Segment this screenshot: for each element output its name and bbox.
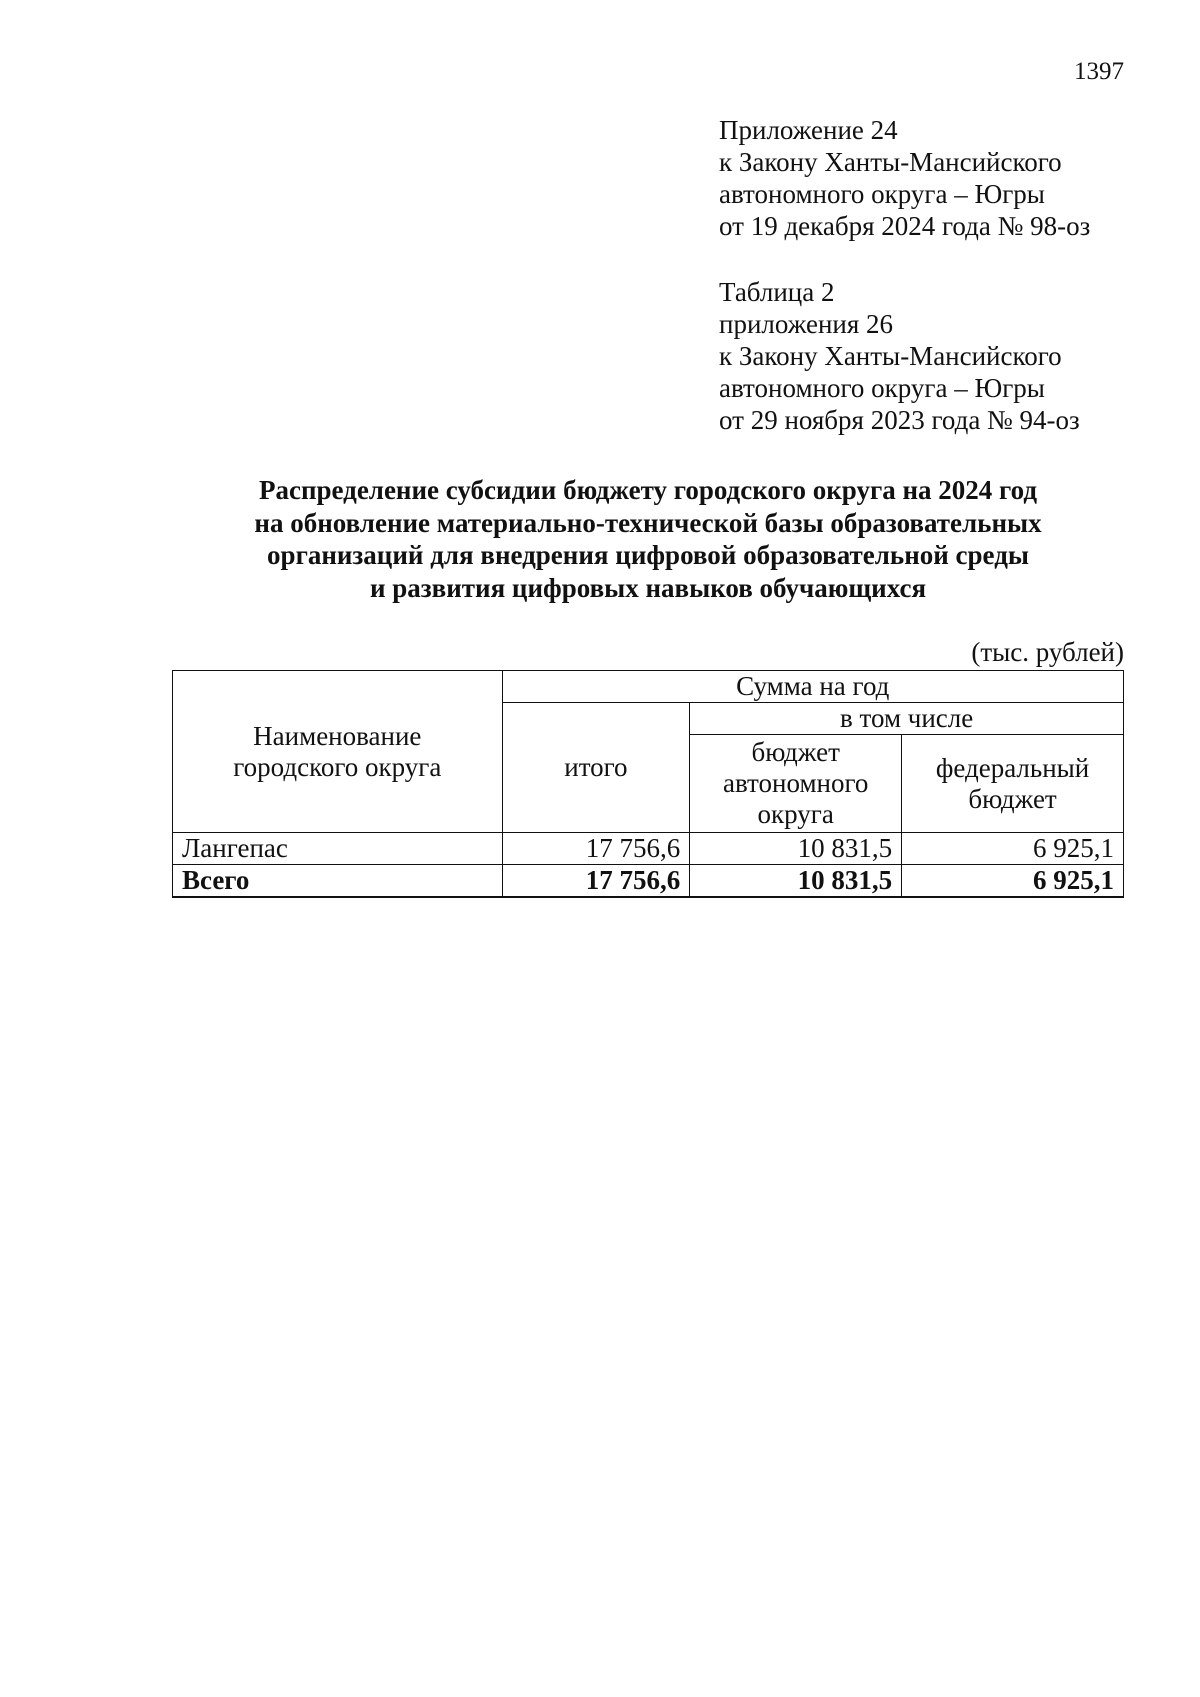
- title-line: Распределение субсидии бюджету городского округа на 2024 год: [258, 475, 1037, 505]
- header-name: Наименование городского округа: [173, 671, 503, 833]
- total-federal: 6 925,1: [902, 865, 1124, 898]
- header-regional: бюджет автономного округа: [690, 735, 902, 833]
- header-row: [173, 671, 1124, 703]
- header-including: в том числе: [690, 703, 1124, 735]
- attachment-line: автономного округа – Югры: [719, 179, 1045, 209]
- table-reference: [719, 276, 1159, 436]
- attachment-reference: [719, 114, 1159, 242]
- table-reference-line: автономного округа – Югры: [719, 373, 1045, 403]
- title-line: организаций для внедрения цифровой образовательной среды: [267, 540, 1029, 570]
- document-title: [172, 474, 1124, 604]
- header-federal: федеральный бюджет: [902, 735, 1124, 833]
- table-reference-line: к Закону Ханты-Мансийского: [719, 341, 1062, 371]
- total-regional: 10 831,5: [690, 865, 902, 898]
- header-total: итого: [502, 703, 690, 833]
- attachment-line: к Закону Ханты-Мансийского: [719, 147, 1062, 177]
- table-reference-line: приложения 26: [719, 309, 894, 339]
- table-reference-line: от 29 ноября 2023 года № 94-оз: [719, 405, 1080, 435]
- table-row: [173, 833, 1124, 865]
- subsidy-table: [172, 670, 1124, 898]
- page-number: 1397: [1074, 58, 1124, 85]
- header-sum: Сумма на год: [502, 671, 1123, 703]
- table-reference-line: Таблица 2: [719, 277, 835, 307]
- total-sum: 17 756,6: [502, 865, 690, 898]
- attachment-line: Приложение 24: [719, 115, 898, 145]
- cell-total: 17 756,6: [502, 833, 690, 865]
- units-label: (тыс. рублей): [971, 637, 1124, 667]
- title-line: на обновление материально-технической базы образовательных: [254, 507, 1042, 538]
- attachment-line: от 19 декабря 2024 года № 98-оз: [719, 211, 1091, 241]
- title-line: и развития цифровых навыков обучающихся: [369, 572, 927, 603]
- cell-federal: 6 925,1: [902, 833, 1124, 865]
- cell-name: Лангепас: [173, 833, 503, 865]
- total-label: Всего: [173, 865, 503, 898]
- total-row: [173, 865, 1124, 898]
- cell-regional: 10 831,5: [690, 833, 902, 865]
